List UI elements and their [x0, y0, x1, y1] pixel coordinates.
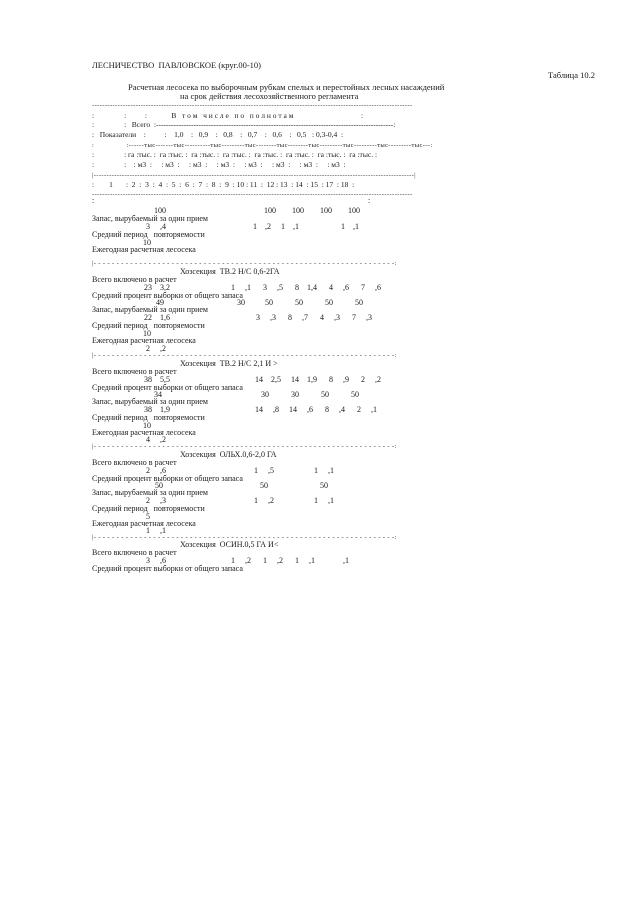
reserve-cols: 14 ,8 14 ,6 8 ,4 2 ,1: [255, 405, 377, 414]
label-annual: Ежегодная расчетная лесосека: [92, 519, 196, 528]
reserve-vals: 2 ,3: [146, 496, 166, 505]
intro-reserve-vals: 3 ,4: [146, 222, 166, 231]
table-head-line3: : Показатели : : 1,0 : 0,9 : 0,8 : 0,7 : 0,6 : 0,5 : 0,3-0,4 :: [92, 130, 344, 139]
label-pct: Средний процент выборки от общего запаса: [92, 291, 243, 300]
section-title: Хозсекция ОСИН.0,5 ГА И<: [180, 540, 279, 549]
reserve-cols: 1 ,2 1 ,1: [254, 496, 334, 505]
reserve-cols: 3 ,3 8 ,7 4 ,3 7 ,3: [256, 313, 372, 322]
total-cols: 1 ,5 1 ,1: [254, 466, 334, 475]
label-reserve: Запас, вырубаемый за один прием: [92, 488, 208, 497]
table-head-line4: : :------тыс-------тыс----------тыс---------тыс--------тыс--------тыс---------тыс---------тыс---------тыс---:: [92, 142, 433, 149]
table-head-line5: : : га :тыс. : га :тыс. : га :тыс. : га :тыс. : га :тыс. : га :тыс. : га :тыс. : га :тыс. :: [92, 150, 378, 159]
label-total: Всего включено в расчет: [92, 367, 177, 376]
total-vals: 2 ,6: [146, 466, 166, 475]
label-pct: Средний процент выборки от общего запаса: [92, 474, 243, 483]
label-period: Средний период повторяемости: [92, 413, 205, 422]
table-title-line2: на срок действия лесохозяйственного регламента: [180, 91, 359, 101]
label-reserve: Запас, вырубаемый за один прием: [92, 305, 208, 314]
section-rule: |- - - - - - - - - - - - - - - - - - - - - - - - - - - - - - - - - - - - - - - - - - - - - - - - - - - - - - - - - - - - - - - - - -:: [92, 260, 397, 267]
label-total: Всего включено в расчет: [92, 458, 177, 467]
period-val: 5: [146, 512, 150, 521]
total-vals: 23 3,2: [144, 283, 170, 292]
label-pct: Средний процент выборки от общего запаса: [92, 564, 243, 573]
label-annual: Ежегодная расчетная лесосека: [92, 245, 196, 254]
table-head-line6: : : : м3 : : м3 : : м3 : : м3 : : м3 : : м3 : : м3 : : м3 :: [92, 160, 346, 169]
table-number: Таблица 10.2: [548, 70, 595, 80]
table-rule-mid: |-----------------------------------------------------------------------------------------------------------------------------|: [92, 172, 416, 179]
table-rule-bottom: -----------------------------------------------------------------------------------------------------------------------------: [92, 191, 413, 198]
label-annual: Ежегодная расчетная лесосека: [92, 336, 196, 345]
total-vals: 3 ,6: [146, 556, 166, 565]
table-rule-top: -----------------------------------------------------------------------------------------------------------------------------: [92, 102, 413, 109]
table-head-line1: : : : В т о м ч и с л е п о п о л н о т а м :: [92, 111, 364, 120]
pct-main: 49: [156, 298, 164, 307]
pct-main: 34: [154, 390, 162, 399]
total-cols: 14 2,5 14 1,9 8 ,9 2 ,2: [255, 375, 381, 384]
section-title: Хозсекция ТВ.2 Н/С 2,1 И >: [180, 359, 278, 368]
intro-pct-main: 100: [154, 206, 166, 215]
section-rule: |- - - - - - - - - - - - - - - - - - - - - - - - - - - - - - - - - - - - - - - - - - - - - - - - - - - - - - - - - - - - - - - - - -:: [92, 534, 397, 541]
pct-cols: 30 50 50 50 50: [237, 298, 363, 307]
annual-vals: 4 ,2: [146, 435, 166, 444]
reserve-vals: 38 1,9: [144, 405, 170, 414]
pct-main: 50: [155, 481, 163, 490]
label-annual: Ежегодная расчетная лесосека: [92, 428, 196, 437]
pct-cols: 30 30 50 50: [261, 390, 359, 399]
intro-pct-row: 100 100 100 100: [264, 206, 360, 215]
pct-cols: 50 50: [260, 481, 328, 490]
annual-vals: 1 ,1: [146, 526, 166, 535]
label-total: Всего включено в расчет: [92, 548, 177, 557]
total-cols: 1 ,2 1 ,2 1 ,1 ,1: [231, 556, 349, 565]
reserve-vals: 22 1,6: [144, 313, 170, 322]
section-title: Хозсекция ОЛЬХ.0,6-2,0 ГА: [180, 450, 277, 459]
section-title: Хозсекция ТВ.2 Н/С 0,6-2ГА: [180, 267, 280, 276]
label-period: Средний период повторяемости: [92, 230, 205, 239]
intro-period-val: 10: [143, 238, 151, 247]
colon-left: :: [92, 196, 95, 205]
table-title-line1: Расчетная лесосека по выборочным рубкам спелых и перестойных лесных насаждений: [128, 82, 445, 92]
table-head-line2: : : Всего :-----------------------------------------------------------------------------------------------:: [92, 120, 396, 129]
forestry-name: ЛЕСНИЧЕСТВО ПАВЛОВСКОЕ (круг.00-10): [92, 60, 261, 70]
colon-right: :: [368, 196, 371, 205]
intro-reserve-cols: 1 ,2 1 ,1 1 ,1: [253, 222, 359, 231]
label-total: Всего включено в расчет: [92, 275, 177, 284]
total-cols: 1 ,1 3 ,5 8 1,4 4 ,6 7 ,6: [231, 283, 381, 292]
label-period: Средний период повторяемости: [92, 504, 205, 513]
table-head-column-numbers: : 1 : 2 : 3 : 4 : 5 : 6 : 7 : 8 : 9 : 10 : 11 : 12 : 13 : 14 : 15 : 17 : 18 :: [92, 180, 355, 189]
annual-vals: 2 ,2: [146, 344, 166, 353]
total-vals: 38 5,5: [144, 375, 170, 384]
label-period: Средний период повторяемости: [92, 321, 205, 330]
section-rule: |- - - - - - - - - - - - - - - - - - - - - - - - - - - - - - - - - - - - - - - - - - - - - - - - - - - - - - - - - - - - - - - - - -:: [92, 352, 397, 359]
label-reserve: Запас, вырубаемый за один прием: [92, 397, 208, 406]
label-pct: Средний процент выборки от общего запаса: [92, 383, 243, 392]
label-reserve: Запас, вырубаемый за один прием: [92, 214, 208, 223]
period-val: 10: [143, 421, 151, 430]
section-rule: |- - - - - - - - - - - - - - - - - - - - - - - - - - - - - - - - - - - - - - - - - - - - - - - - - - - - - - - - - - - - - - - - - -:: [92, 443, 397, 450]
period-val: 10: [143, 329, 151, 338]
